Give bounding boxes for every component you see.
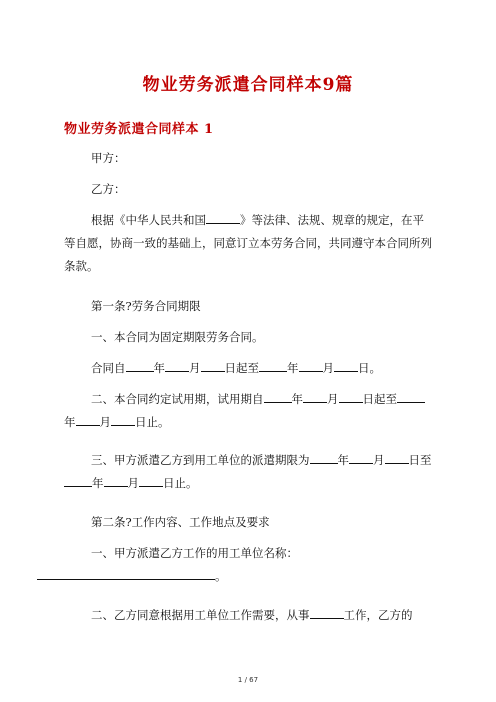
year-label: 年: [337, 453, 349, 467]
employer-name-blank: [37, 567, 215, 580]
article-1-heading: 第一条?劳务合同期限: [91, 299, 201, 313]
blank-field: [139, 474, 163, 487]
section-title: 物业劳务派遣合同样本 1: [64, 122, 214, 137]
year-label: 年: [92, 476, 104, 490]
blank-field: [76, 413, 100, 426]
blank-field: [64, 474, 92, 487]
month-label: 月: [127, 476, 139, 490]
article-2-item-1: [64, 542, 432, 588]
end-label: 日止。: [135, 415, 170, 429]
blank-field: [310, 451, 338, 464]
article-1-item-3: [64, 449, 432, 495]
article-1-item-2: [64, 388, 432, 434]
period-mark: 。: [215, 569, 227, 583]
intro-text-2: 》等法律、法规、规章的规定，在平等自愿，协商一致的基础上，同意订立本劳务合同，共同遵守本合同所列条款。: [64, 213, 432, 273]
blank-field: [201, 359, 225, 372]
blank-field: [264, 390, 292, 403]
blank-field: [104, 474, 128, 487]
blank-field: [339, 390, 363, 403]
blank-field: [349, 451, 373, 464]
from-label: 日至: [408, 453, 432, 467]
article-1-item-1: 一、本合同为固定期限劳务合同。: [91, 330, 264, 344]
end-label: 日止。: [163, 476, 198, 490]
month-label: 月: [189, 361, 201, 375]
blank-field: [334, 359, 358, 372]
month-label: 月: [327, 392, 339, 406]
document-title: 物业劳务派遣合同样本9篇: [142, 75, 354, 95]
blank-field: [385, 451, 409, 464]
year-label: 年: [64, 415, 76, 429]
article-2-heading: 第二条?工作内容、工作地点及要求: [91, 515, 270, 529]
end-label: 日。: [358, 361, 381, 375]
work-content-text-2: 工作，乙方的: [343, 608, 413, 622]
blank-field: [299, 359, 323, 372]
blank-field: [303, 390, 327, 403]
intro-text-1: 根据《中华人民共和国: [91, 213, 206, 227]
blank-field: [259, 359, 287, 372]
blank-field: [397, 390, 425, 403]
blank-field: [165, 359, 189, 372]
employer-name-label: 一、甲方派遣乙方工作的用工单位名称：: [91, 546, 298, 560]
from-label: 日起至: [362, 392, 397, 406]
period-prefix: 合同自: [91, 361, 126, 375]
article-2-item-2: [64, 604, 432, 627]
work-content-text-1: 二、乙方同意根据用工单位工作需要，从事: [91, 608, 310, 622]
article-1-period: [64, 357, 432, 380]
year-label: 年: [291, 392, 303, 406]
year-label: 年: [153, 361, 165, 375]
party-a-line: 甲方：: [91, 151, 126, 165]
page-number: 1 / 67: [237, 676, 259, 684]
month-label: 月: [373, 453, 385, 467]
probation-prefix: 二、本合同约定试用期，试用期自: [91, 392, 264, 406]
blank-field: [310, 606, 344, 619]
intro-paragraph: [64, 209, 432, 278]
year-label: 年: [287, 361, 299, 375]
dispatch-prefix: 三、甲方派遣乙方到用工单位的派遣期限为: [91, 453, 310, 467]
blank-field: [126, 359, 154, 372]
blank-field: [111, 413, 135, 426]
month-label: 月: [322, 361, 334, 375]
party-b-line: 乙方：: [91, 182, 126, 196]
blank-field: [206, 211, 240, 224]
from-label: 日起至: [224, 361, 259, 375]
month-label: 月: [99, 415, 111, 429]
